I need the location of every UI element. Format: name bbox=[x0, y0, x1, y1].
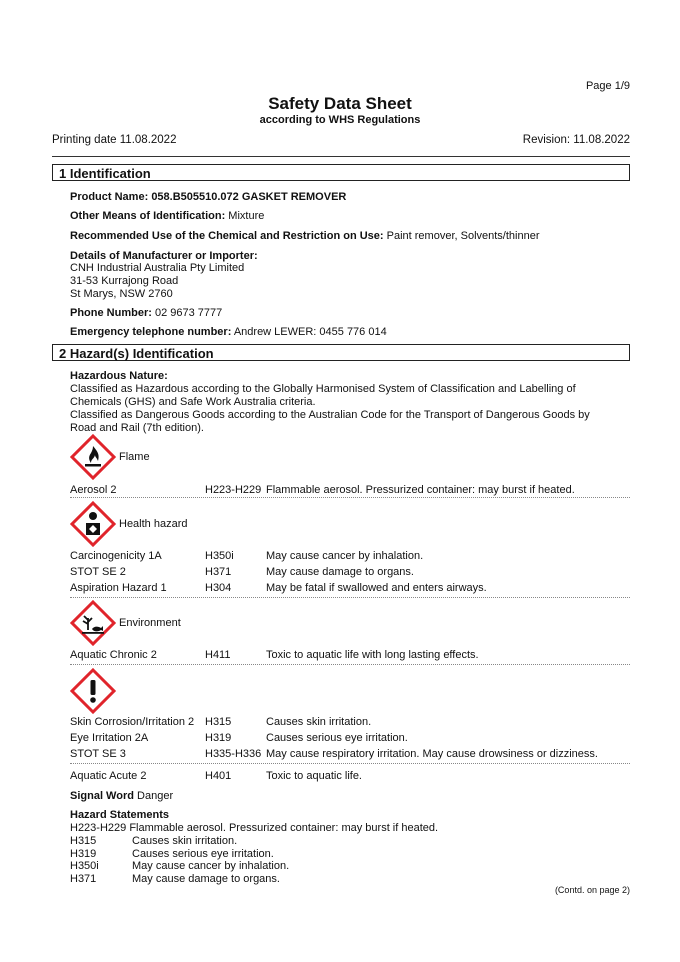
phone-line bbox=[70, 307, 222, 319]
hazardous-nature-line: Chemicals (GHS) and Safe Work Australia criteria. bbox=[70, 396, 316, 408]
class-name: Carcinogenicity 1A bbox=[70, 550, 162, 562]
flame-pictogram-label: Flame bbox=[119, 451, 150, 463]
manufacturer-label: Details of Manufacturer or Importer: bbox=[70, 250, 258, 262]
class-name: Aquatic Acute 2 bbox=[70, 770, 147, 782]
hazard-statement-code: H319 bbox=[70, 848, 97, 860]
document-title: Safety Data Sheet bbox=[268, 94, 412, 113]
exclamation-pictogram-icon bbox=[70, 668, 116, 714]
hazard-code: H371 bbox=[205, 566, 232, 578]
row-divider bbox=[70, 497, 630, 498]
emergency-value: Andrew LEWER: 0455 776 014 bbox=[233, 326, 387, 338]
class-name: Skin Corrosion/Irritation 2 bbox=[70, 716, 195, 728]
hazard-statement: H223-H229 Flammable aerosol. Pressurized container: may burst if heated. bbox=[70, 822, 439, 834]
hazard-statement-text: Causes skin irritation. bbox=[132, 835, 238, 847]
printing-date: Printing date 11.08.2022 bbox=[52, 134, 177, 146]
row-divider bbox=[70, 763, 630, 764]
hazard-text: Flammable aerosol. Pressurized container: may burst if heated. bbox=[266, 484, 575, 496]
continued-note: (Contd. on page 2) bbox=[554, 885, 630, 895]
emergency-line bbox=[70, 326, 387, 338]
class-name: STOT SE 2 bbox=[70, 566, 126, 578]
hazard-statement-code: H371 bbox=[70, 873, 97, 885]
hazard-text: Causes serious eye irritation. bbox=[266, 732, 408, 744]
signal-word-line bbox=[70, 790, 173, 802]
signal-word-label: Signal Word bbox=[70, 790, 134, 802]
health-hazard-pictogram-label: Health hazard bbox=[119, 518, 188, 530]
emergency-label: Emergency telephone number: bbox=[70, 326, 232, 338]
other-means-line bbox=[70, 210, 264, 222]
hazardous-nature-label: Hazardous Nature: bbox=[70, 370, 168, 382]
document-subtitle: according to WHS Regulations bbox=[259, 114, 421, 126]
health-hazard-pictogram-icon bbox=[70, 501, 116, 547]
class-name: Aquatic Chronic 2 bbox=[70, 649, 157, 661]
page-number: Page 1/9 bbox=[585, 80, 630, 92]
environment-pictogram-label: Environment bbox=[119, 617, 181, 629]
other-means-value: Mixture bbox=[228, 210, 265, 222]
class-name: STOT SE 3 bbox=[70, 748, 126, 760]
row-divider bbox=[70, 664, 630, 665]
hazardous-nature-line: Classified as Dangerous Goods according to the Australian Code for the Transport of Dangerous Goods by bbox=[70, 409, 590, 421]
product-name-label: Product Name: bbox=[70, 191, 149, 203]
environment-pictogram-icon bbox=[70, 600, 116, 646]
recommended-use-label: Recommended Use of the Chemical and Restriction on Use: bbox=[70, 230, 384, 242]
hazard-code: H411 bbox=[205, 649, 231, 661]
class-name: Eye Irritation 2A bbox=[70, 732, 149, 744]
hazard-text: Toxic to aquatic life. bbox=[266, 770, 362, 782]
revision-date: Revision: 11.08.2022 bbox=[522, 134, 630, 146]
row-divider bbox=[70, 597, 630, 598]
section-heading-identification: 1 Identification bbox=[52, 164, 630, 181]
hazard-code: H401 bbox=[205, 770, 232, 782]
hazardous-nature-line: Road and Rail (7th edition). bbox=[70, 422, 204, 434]
manufacturer-street: 31-53 Kurrajong Road bbox=[70, 275, 179, 287]
hazard-text: May cause cancer by inhalation. bbox=[266, 550, 424, 562]
phone-value: 02 9673 7777 bbox=[154, 307, 223, 319]
recommended-use-line bbox=[70, 230, 540, 242]
class-name: Aspiration Hazard 1 bbox=[70, 582, 167, 594]
hazard-statement-text: May cause cancer by inhalation. bbox=[132, 860, 290, 872]
hazard-text: May cause respiratory irritation. May cause drowsiness or dizziness. bbox=[266, 748, 598, 760]
hazard-statement-code: H350i bbox=[70, 860, 99, 872]
hazard-code: H304 bbox=[205, 582, 232, 594]
product-name-value: 058.B505510.072 GASKET REMOVER bbox=[151, 191, 347, 203]
other-means-label: Other Means of Identification: bbox=[70, 210, 226, 222]
recommended-use-value: Paint remover, Solvents/thinner bbox=[386, 230, 540, 242]
hazard-statement-text: Causes serious eye irritation. bbox=[132, 848, 274, 860]
hazard-code: H350i bbox=[205, 550, 234, 562]
section-heading-hazards: 2 Hazard(s) Identification bbox=[52, 344, 630, 361]
hazard-text: Causes skin irritation. bbox=[266, 716, 372, 728]
manufacturer-name: CNH Industrial Australia Pty Limited bbox=[70, 262, 245, 274]
hazard-code: H319 bbox=[205, 732, 232, 744]
hazard-code: H315 bbox=[205, 716, 232, 728]
hazard-code: H335-H336 bbox=[205, 748, 262, 760]
signal-word-value: Danger bbox=[137, 790, 174, 802]
manufacturer-suburb: St Marys, NSW 2760 bbox=[70, 288, 173, 300]
hazard-code: H223-H229 bbox=[205, 484, 262, 496]
hazard-text: May be fatal if swallowed and enters airways. bbox=[266, 582, 487, 594]
hazard-statement-code: H315 bbox=[70, 835, 97, 847]
flame-pictogram-icon bbox=[70, 434, 116, 480]
header-divider bbox=[52, 156, 630, 157]
hazard-statement-text: May cause damage to organs. bbox=[132, 873, 280, 885]
product-name-line bbox=[70, 191, 346, 203]
phone-label: Phone Number: bbox=[70, 307, 152, 319]
hazard-statements-label: Hazard Statements bbox=[70, 809, 170, 821]
hazard-text: May cause damage to organs. bbox=[266, 566, 414, 578]
class-name: Aerosol 2 bbox=[70, 484, 117, 496]
hazardous-nature-line: Classified as Hazardous according to the Globally Harmonised System of Classification and Labelling of bbox=[70, 383, 576, 395]
hazard-text: Toxic to aquatic life with long lasting effects. bbox=[266, 649, 479, 661]
